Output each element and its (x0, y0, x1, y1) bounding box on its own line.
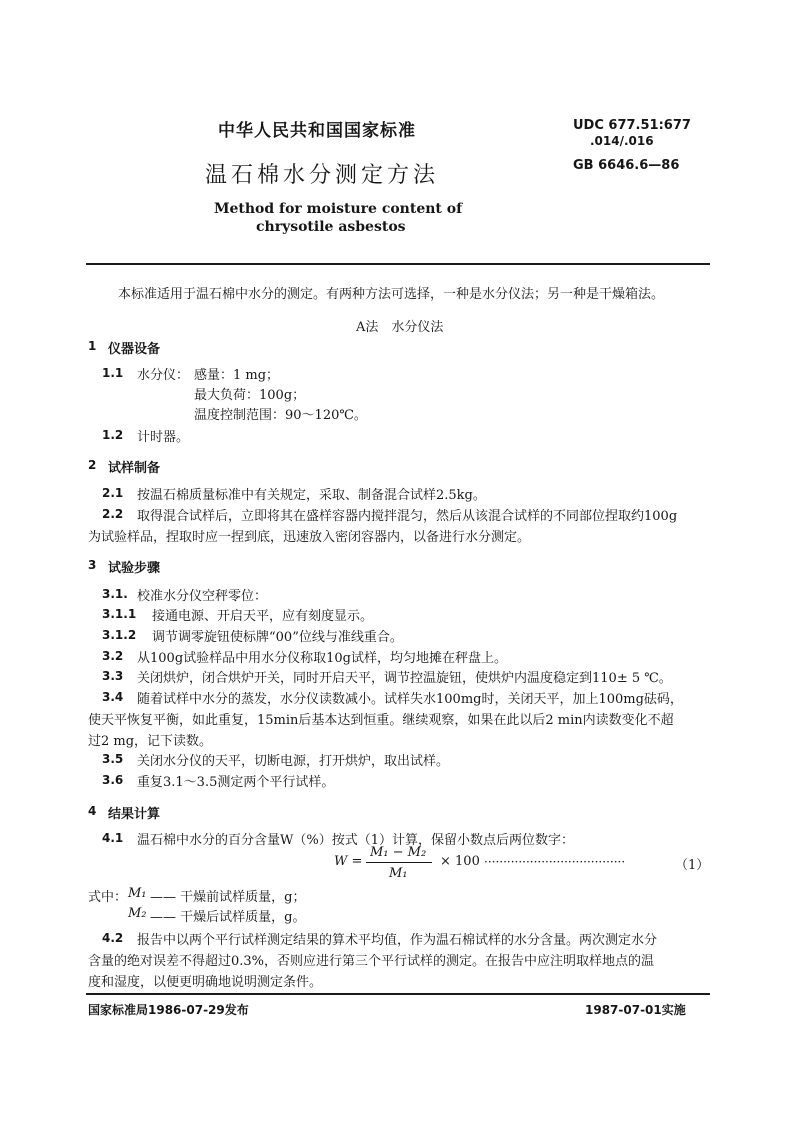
clause-3-2-text: 从100g试验样品中用水分仪称取10g试样，均匀地摊在秤盘上。 (137, 651, 507, 666)
clause-3-1-2-number: 3.1.2 (102, 628, 137, 642)
standard-title-en-line2: chrysotile asbestos (256, 219, 406, 235)
clause-3-3-number: 3.3 (102, 669, 124, 683)
standard-title-en-line1: Method for moisture content of (214, 201, 463, 217)
footer-divider (86, 993, 710, 995)
section-4-heading: 结果计算 (108, 807, 161, 822)
clause-1-1-number: 1.1 (102, 366, 124, 380)
udc-code-line2: .014/.016 (590, 134, 654, 148)
clause-3-1-number: 3.1. (102, 587, 128, 601)
clause-4-1-text: 温石棉中水分的百分含量W（%）按式（1）计算，保留小数点后两位数字： (137, 833, 574, 848)
clause-3-1-1-number: 3.1.1 (102, 607, 137, 621)
symbol-m1-definition: —— 干燥前试样质量，g； (150, 890, 306, 905)
clause-3-3-text: 关闭烘炉，闭合烘炉开关，同时开启天平，调节控温旋钮，使烘炉内温度稳定到110± 5 ℃。 (137, 671, 672, 686)
clause-1-2-text: 计时器。 (137, 430, 190, 445)
clause-2-2-line2: 为试验样品，捏取时应一捏到底，迅速放入密闭容器内，以备进行水分测定。 (88, 530, 531, 545)
clause-3-4-line3: 过2 mg，记下读数。 (88, 734, 213, 749)
section-1-number: 1 (88, 339, 97, 353)
formula-leader-dots: ····································· (484, 855, 626, 869)
clause-2-1-text: 按温石棉质量标准中有关规定，采取、制备混合试样2.5kg。 (137, 488, 486, 503)
section-2-number: 2 (88, 458, 97, 472)
clause-3-1-text: 校准水分仪空秤零位： (137, 589, 268, 604)
udc-code-line1: UDC 677.51:677 (573, 118, 691, 133)
formula-numerator: M₁ − M₂ (370, 845, 427, 860)
symbol-m2-definition: —— 干燥后试样质量，g。 (150, 910, 306, 925)
method-a-heading: A法 水分仪法 (356, 320, 444, 335)
effective-date: 1987-07-01实施 (585, 1003, 686, 1017)
symbol-m1: M₁ (128, 886, 147, 901)
clause-3-5-number: 3.5 (102, 752, 124, 766)
clause-2-1-number: 2.1 (102, 486, 124, 500)
standard-title-cn: 温石棉水分测定方法 (205, 163, 440, 188)
section-3-heading: 试验步骤 (108, 561, 161, 576)
clause-3-5-text: 关闭水分仪的天平，切断电源，打开烘炉，取出试样。 (137, 754, 450, 769)
formula-denominator: M₁ (389, 866, 408, 881)
section-1-heading: 仪器设备 (108, 342, 161, 357)
clause-3-4-line1: 随着试样中水分的蒸发，水分仪读数减小。试样失水100mg时，关闭天平，加上100mg砝码， (137, 692, 683, 707)
clause-1-1-label: 水分仪： (137, 368, 190, 383)
issue-date: 国家标准局1986-07-29发布 (88, 1003, 249, 1017)
gb-standard-code: GB 6646.6—86 (573, 158, 680, 173)
header-divider (86, 263, 710, 265)
clause-4-2-line3: 度和湿度，以便更明确地说明测定条件。 (88, 975, 323, 990)
formula-fraction-bar (366, 862, 432, 863)
clause-2-2-number: 2.2 (102, 507, 124, 521)
clause-3-2-number: 3.2 (102, 649, 124, 663)
clause-4-2-line1: 报告中以两个平行试样测定结果的算术平均值，作为温石棉试样的水分含量。两次测定水分 (137, 933, 658, 948)
sensitivity-spec: 感量：1 mg； (194, 368, 280, 383)
clause-3-1-1-text: 接通电源、开启天平，应有刻度显示。 (152, 609, 374, 624)
clause-3-4-line2: 使天平恢复平衡，如此重复，15min后基本达到恒重。继续观察，如果在此以后2 min内读数变化不超 (88, 713, 674, 728)
formula-multiplier: × 100 (440, 854, 480, 869)
symbol-m2: M₂ (128, 906, 147, 921)
where-prefix: 式中： (88, 890, 128, 905)
clause-2-2-line1: 取得混合试样后，立即将其在盛样容器内搅拌混匀，然后从该混合试样的不同部位捏取约100g (137, 509, 678, 524)
clause-1-2-number: 1.2 (102, 428, 124, 442)
issuing-org-title: 中华人民共和国国家标准 (218, 121, 416, 141)
scope-paragraph: 本标准适用于温石棉中水分的测定。有两种方法可选择，一种是水分仪法；另一种是干燥箱法。 (118, 287, 665, 302)
clause-4-2-number: 4.2 (102, 931, 124, 945)
formula-lhs: W = (334, 854, 363, 869)
clause-3-1-2-text: 调节调零旋钮使标牌“00”位线与准线重合。 (152, 630, 403, 645)
section-2-heading: 试样制备 (108, 461, 161, 476)
max-load-spec: 最大负荷：100g； (194, 388, 306, 403)
clause-3-6-text: 重复3.1～3.5测定两个平行试样。 (137, 775, 335, 790)
clause-4-2-line2: 含量的绝对误差不得超过0.3%，否则应进行第三个平行试样的测定。在报告中应注明取样地点的温 (88, 954, 655, 969)
temperature-range-spec: 温度控制范围：90～120℃。 (194, 408, 367, 423)
equation-number: （1） (675, 858, 710, 873)
clause-3-4-number: 3.4 (102, 690, 124, 704)
clause-4-1-number: 4.1 (102, 831, 124, 845)
clause-3-6-number: 3.6 (102, 773, 124, 787)
section-3-number: 3 (88, 558, 97, 572)
section-4-number: 4 (88, 804, 97, 818)
